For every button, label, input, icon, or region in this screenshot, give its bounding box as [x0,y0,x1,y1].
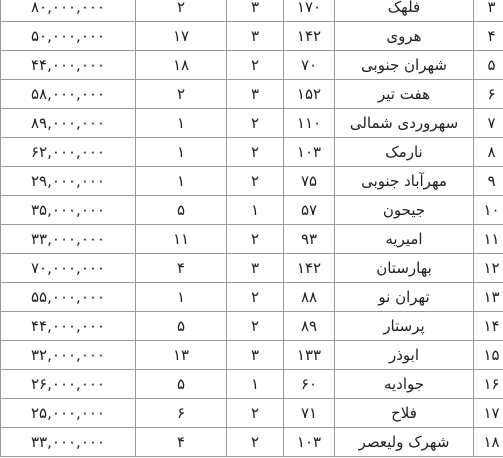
area-cell: ۱۷۰ [284,0,335,22]
table-row [1,341,503,370]
table-row [1,0,503,22]
price-cell: ۲۹,۰۰۰,۰۰۰ [1,167,136,196]
age-cell: ۵ [136,370,227,399]
price-cell: ۴۴,۰۰۰,۰۰۰ [1,312,136,341]
rooms-cell: ۲ [227,51,284,80]
table-row [1,254,503,283]
table-row [1,225,503,254]
neighborhood-cell: هفت تیر [335,80,474,109]
price-cell: ۵۸,۰۰۰,۰۰۰ [1,80,136,109]
area-cell: ۸۸ [284,283,335,312]
price-cell: ۳۲,۰۰۰,۰۰۰ [1,341,136,370]
rooms-cell: ۳ [227,80,284,109]
table-row [1,428,503,457]
area-cell: ۹۳ [284,225,335,254]
area-cell: ۸۹ [284,312,335,341]
price-cell: ۵۵,۰۰۰,۰۰۰ [1,283,136,312]
rooms-cell: ۲ [227,283,284,312]
rooms-cell: ۲ [227,428,284,457]
age-cell: ۴ [136,254,227,283]
area-cell: ۷۰ [284,51,335,80]
price-cell: ۸۹,۰۰۰,۰۰۰ [1,109,136,138]
age-cell: ۶ [136,399,227,428]
neighborhood-cell: امیریه [335,225,474,254]
price-cell: ۷۰,۰۰۰,۰۰۰ [1,254,136,283]
area-cell: ۷۵ [284,167,335,196]
rooms-cell: ۲ [227,138,284,167]
age-cell: ۱۷ [136,22,227,51]
neighborhood-cell: بهارستان [335,254,474,283]
row-index-cell: ۱۶ [474,370,503,399]
rooms-cell: ۳ [227,22,284,51]
table-row [1,370,503,399]
neighborhood-cell: تهران نو [335,283,474,312]
area-cell: ۱۴۲ [284,22,335,51]
neighborhood-cell: هروی [335,22,474,51]
rooms-cell: ۱ [227,196,284,225]
row-index-cell: ۱۲ [474,254,503,283]
neighborhood-cell: فلهک [335,0,474,22]
price-cell: ۲۶,۰۰۰,۰۰۰ [1,370,136,399]
area-cell: ۱۳۳ [284,341,335,370]
age-cell: ۵ [136,196,227,225]
age-cell: ۲ [136,0,227,22]
row-index-cell: ۱۵ [474,341,503,370]
area-cell: ۱۱۰ [284,109,335,138]
rooms-cell: ۳ [227,0,284,22]
price-cell: ۸۰,۰۰۰,۰۰۰ [1,0,136,22]
area-cell: ۷۱ [284,399,335,428]
row-index-cell: ۱۴ [474,312,503,341]
age-cell: ۵ [136,312,227,341]
area-cell: ۶۰ [284,370,335,399]
rooms-cell: ۲ [227,312,284,341]
age-cell: ۱ [136,109,227,138]
rooms-cell: ۲ [227,167,284,196]
row-index-cell: ۱۷ [474,399,503,428]
age-cell: ۱ [136,138,227,167]
age-cell: ۴ [136,428,227,457]
table-row [1,283,503,312]
table-row [1,51,503,80]
price-cell: ۶۲,۰۰۰,۰۰۰ [1,138,136,167]
age-cell: ۱۳ [136,341,227,370]
neighborhood-cell: سهروردی شمالی [335,109,474,138]
table-row [1,109,503,138]
rooms-cell: ۳ [227,341,284,370]
area-cell: ۱۰۳ [284,428,335,457]
neighborhood-cell: مهرآباد جنوبی [335,167,474,196]
row-index-cell: ۷ [474,109,503,138]
neighborhood-cell: شهرک ولیعصر [335,428,474,457]
row-index-cell: ۶ [474,80,503,109]
table-row [1,138,503,167]
price-cell: ۳۵,۰۰۰,۰۰۰ [1,196,136,225]
table-row [1,167,503,196]
neighborhood-cell: نارمک [335,138,474,167]
rooms-cell: ۱ [227,370,284,399]
neighborhood-cell: فلاح [335,399,474,428]
row-index-cell: ۱۸ [474,428,503,457]
neighborhood-cell: جیحون [335,196,474,225]
row-index-cell: ۱۳ [474,283,503,312]
age-cell: ۲ [136,80,227,109]
row-index-cell: ۸ [474,138,503,167]
price-cell: ۳۳,۰۰۰,۰۰۰ [1,225,136,254]
price-cell: ۲۵,۰۰۰,۰۰۰ [1,399,136,428]
row-index-cell: ۳ [474,0,503,22]
rooms-cell: ۲ [227,399,284,428]
rooms-cell: ۲ [227,225,284,254]
table-row [1,312,503,341]
table-row [1,399,503,428]
price-cell: ۵۰,۰۰۰,۰۰۰ [1,22,136,51]
rooms-cell: ۳ [227,254,284,283]
table-body [1,0,503,457]
row-index-cell: ۱۰ [474,196,503,225]
neighborhood-cell: جوادیه [335,370,474,399]
row-index-cell: ۹ [474,167,503,196]
price-cell: ۴۴,۰۰۰,۰۰۰ [1,51,136,80]
age-cell: ۱۱ [136,225,227,254]
row-index-cell: ۵ [474,51,503,80]
rooms-cell: ۲ [227,109,284,138]
table-row [1,80,503,109]
area-cell: ۱۴۲ [284,254,335,283]
age-cell: ۱ [136,283,227,312]
row-index-cell: ۱۱ [474,225,503,254]
age-cell: ۱ [136,167,227,196]
neighborhood-cell: پرستار [335,312,474,341]
area-cell: ۱۵۲ [284,80,335,109]
price-cell: ۳۳,۰۰۰,۰۰۰ [1,428,136,457]
neighborhood-cell: شهران جنوبی [335,51,474,80]
table-row [1,196,503,225]
neighborhood-cell: ابوذر [335,341,474,370]
area-cell: ۱۰۳ [284,138,335,167]
row-index-cell: ۴ [474,22,503,51]
area-cell: ۵۷ [284,196,335,225]
table-row [1,22,503,51]
age-cell: ۱۸ [136,51,227,80]
